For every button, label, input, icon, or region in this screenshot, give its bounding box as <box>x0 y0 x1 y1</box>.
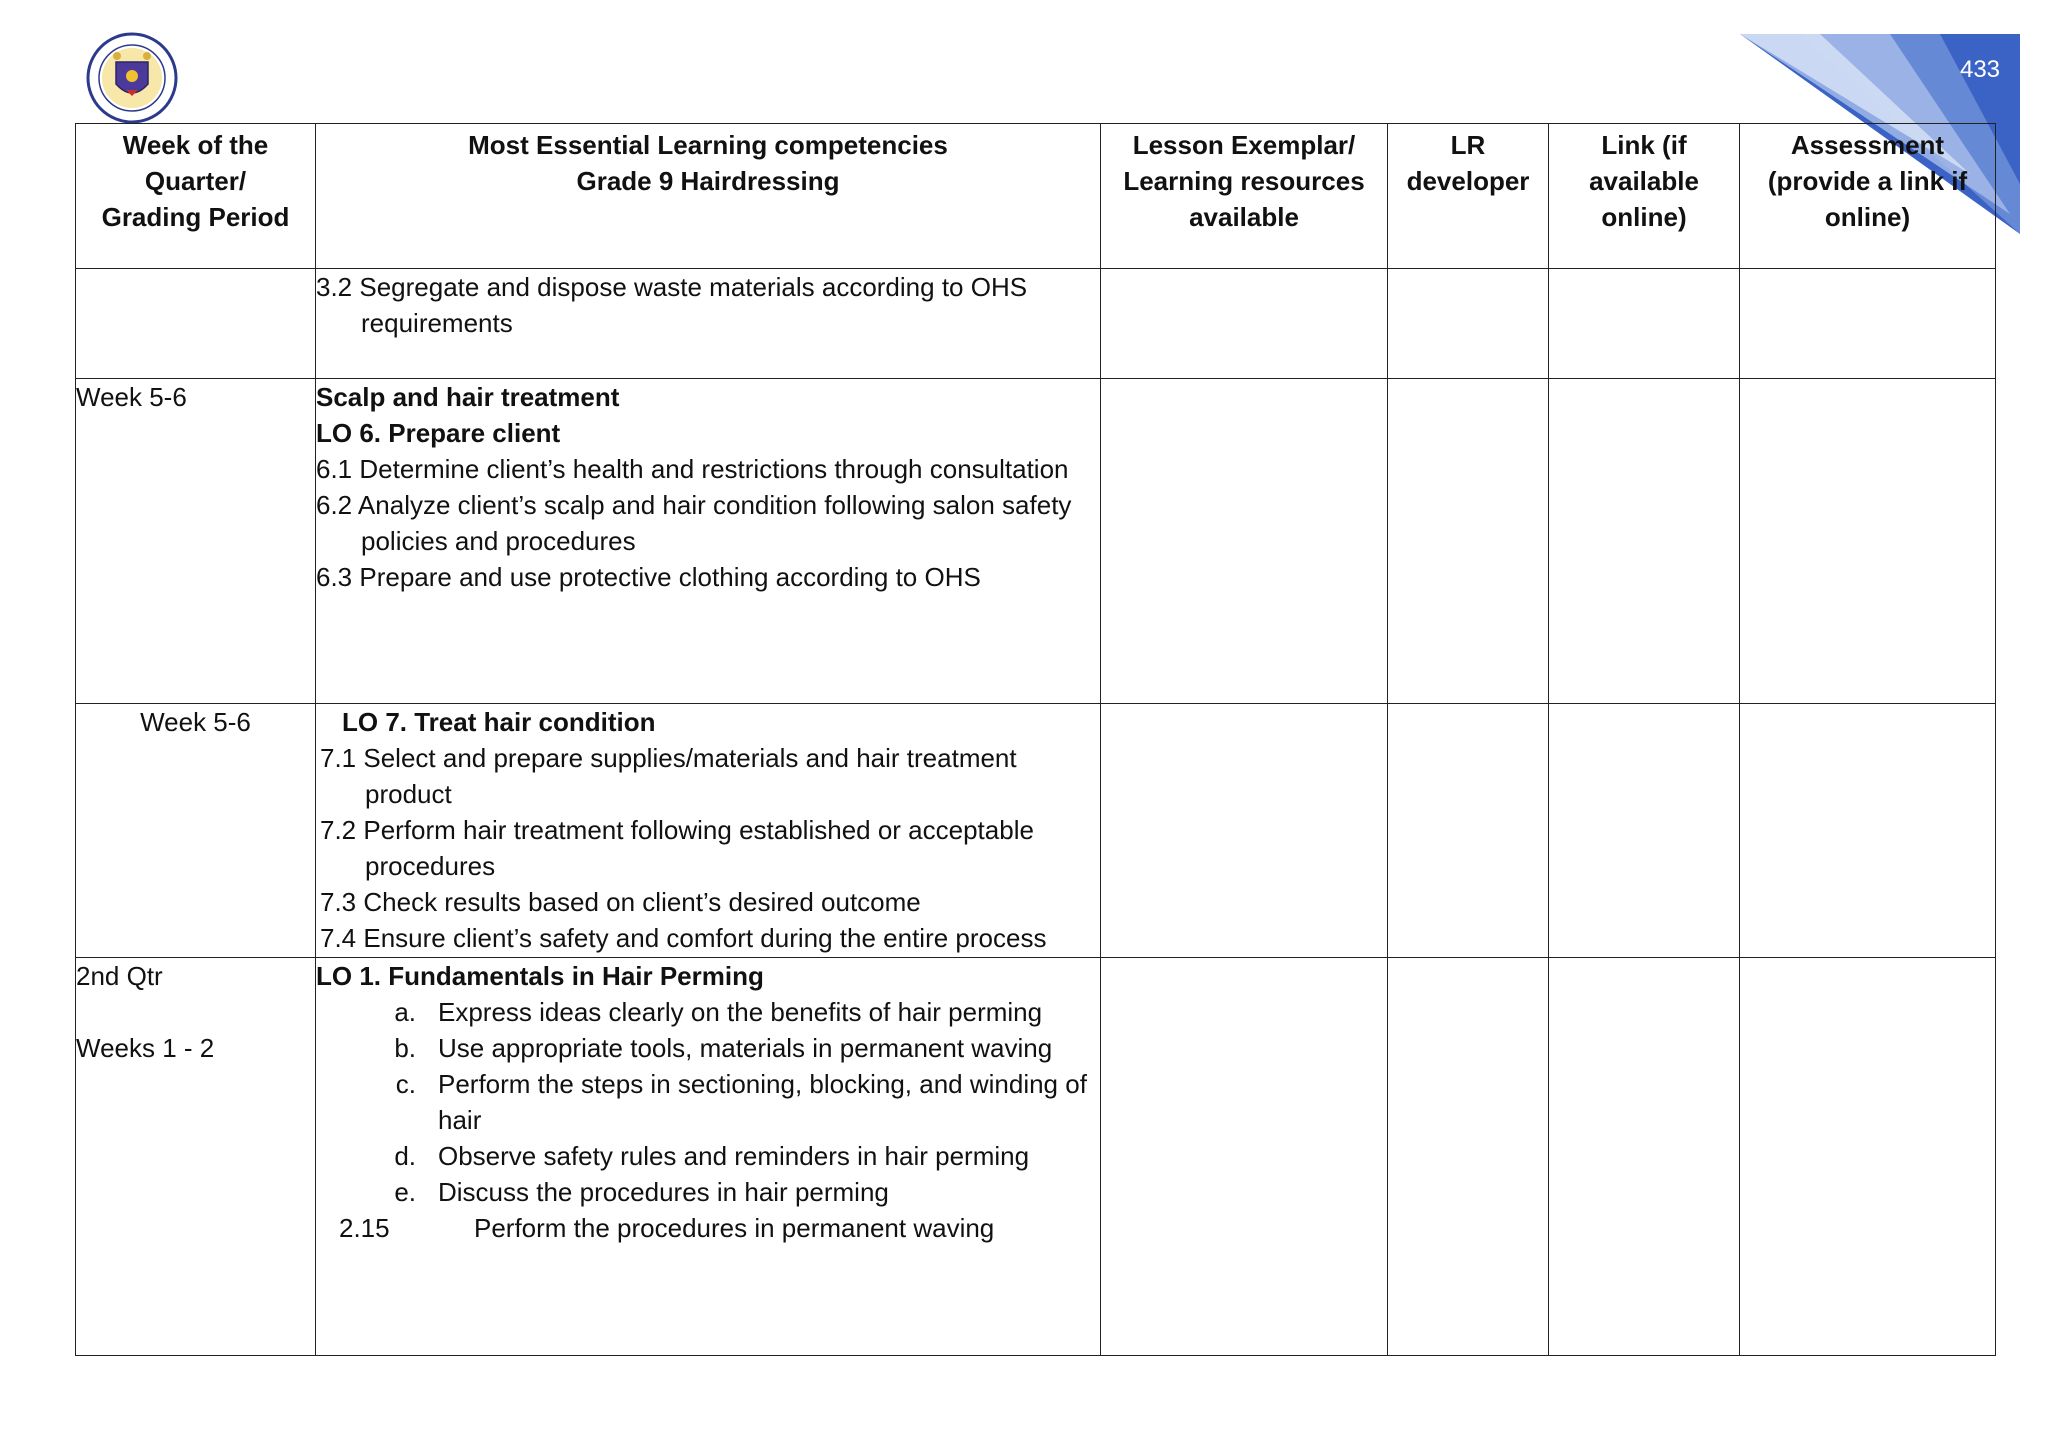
lesson-cell <box>1101 379 1388 704</box>
learning-outcome: LO 6. Prepare client <box>316 418 561 448</box>
competency-table <box>75 123 1996 1356</box>
header-lr-developer: LR developer <box>1388 124 1549 269</box>
lr-cell <box>1388 704 1549 958</box>
header-link: Link (if available online) <box>1549 124 1740 269</box>
page-number: 433 <box>1959 56 2001 83</box>
competency-line: 3.2 Segregate and dispose waste materials according to OHS requirements <box>316 272 1028 338</box>
link-cell <box>1549 269 1740 379</box>
lesson-cell <box>1101 704 1388 958</box>
week-cell: Week 5-6 <box>76 704 316 958</box>
quarter-label: 2nd Qtr <box>76 961 163 991</box>
competency-cell <box>316 958 1101 1356</box>
header-assessment: Assessment (provide a link if online) <box>1740 124 1996 269</box>
assessment-cell <box>1740 958 1996 1356</box>
table-row <box>76 958 1996 1356</box>
list-item: c. Perform the steps in sectioning, blocking, and winding of hair <box>395 1069 1087 1135</box>
competency-line: 6.3 Prepare and use protective clothing according to OHS <box>316 562 981 592</box>
table-row <box>76 704 1996 958</box>
assessment-cell <box>1740 379 1996 704</box>
lr-cell <box>1388 269 1549 379</box>
competency-cell <box>316 704 1101 958</box>
learning-outcome: LO 1. Fundamentals in Hair Perming <box>316 961 764 991</box>
lr-cell <box>1388 958 1549 1356</box>
competency-cell <box>316 269 1101 379</box>
competency-line: 7.3 Check results based on client’s desired outcome <box>320 887 921 917</box>
list-item: d. Observe safety rules and reminders in hair perming <box>394 1141 1030 1171</box>
link-cell <box>1549 379 1740 704</box>
week-cell <box>76 269 316 379</box>
lesson-cell <box>1101 958 1388 1356</box>
header-row <box>76 124 1996 269</box>
link-cell <box>1549 704 1740 958</box>
header-week: Week of the Quarter/ Grading Period <box>76 124 316 269</box>
week-cell: Week 5-6 <box>76 379 316 704</box>
competency-cell <box>316 379 1101 704</box>
assessment-cell <box>1740 269 1996 379</box>
header-lesson: Lesson Exemplar/ Learning resources available <box>1101 124 1388 269</box>
deped-seal-icon <box>86 32 178 124</box>
lr-cell <box>1388 379 1549 704</box>
list-item: 2.15 Perform the procedures in permanent waving <box>339 1213 995 1243</box>
competency-line: 7.2 Perform hair treatment following established or acceptable procedures <box>320 815 1034 881</box>
list-item: e. Discuss the procedures in hair perming <box>394 1177 889 1207</box>
competency-line: 6.2 Analyze client’s scalp and hair condition following salon safety policies and procedures <box>316 490 1072 556</box>
link-cell <box>1549 958 1740 1356</box>
lesson-cell <box>1101 269 1388 379</box>
assessment-cell <box>1740 704 1996 958</box>
section-title: Scalp and hair treatment <box>316 382 620 412</box>
weeks-label: Weeks 1 - 2 <box>76 1033 215 1063</box>
competency-line: 7.1 Select and prepare supplies/materials and hair treatment product <box>320 743 1017 809</box>
table-row <box>76 269 1996 379</box>
competency-line: 7.4 Ensure client’s safety and comfort during the entire process <box>320 923 1047 953</box>
list-item: b. Use appropriate tools, materials in permanent waving <box>394 1033 1053 1063</box>
header-competencies: Most Essential Learning competencies Grade 9 Hairdressing <box>316 124 1101 269</box>
table-row <box>76 379 1996 704</box>
list-item: a. Express ideas clearly on the benefits of hair perming <box>394 997 1043 1027</box>
learning-outcome: LO 7. Treat hair condition <box>342 707 656 737</box>
competency-line: 6.1 Determine client’s health and restrictions through consultation <box>316 454 1069 484</box>
